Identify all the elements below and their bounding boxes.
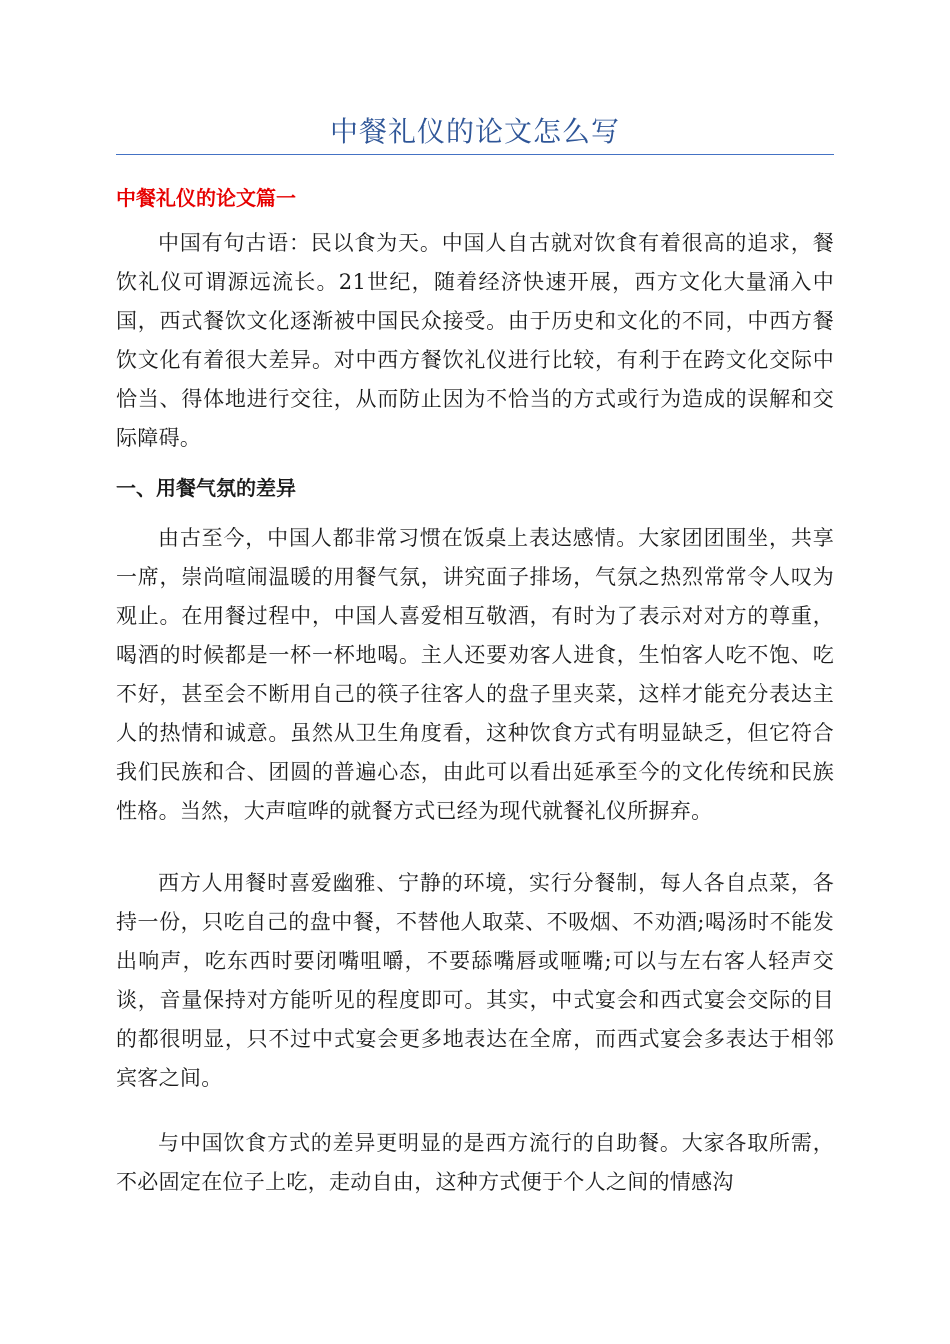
body-paragraph: 由古至今，中国人都非常习惯在饭桌上表达感情。大家团团围坐，共享一席，崇尚喧闹温暖的用餐气氛，讲究面子排场，气氛之热烈常常令人叹为观止。在用餐过程中，中国人喜爱相互敬酒，有时为了表示对对方的尊重，喝酒的时候都是一杯一杯地喝。主人还要劝客人进食，生怕客人吃不饱、吃不好，甚至会不断用自己的筷子往客人的盘子里夹菜，这样才能充分表达主人的热情和诚意。虽然从卫生角度看，这种饮食方式有明显缺乏，但它符合我们民族和合、团圆的普遍心态，由此可以看出延承至今的文化传统和民族性格。当然，大声喧哗的就餐方式已经为现代就餐礼仪所摒弃。 xyxy=(116,526,834,823)
subheading-dining-atmosphere: 一、用餐气氛的差异 xyxy=(116,476,296,500)
body-paragraph: 西方人用餐时喜爱幽雅、宁静的环境，实行分餐制，每人各自点菜，各持一份，只吃自己的盘中餐，不替他人取菜、不吸烟、不劝酒;喝汤时不能发出响声，吃东西时要闭嘴咀嚼，不要舔嘴唇或咂嘴;可以与左右客人轻声交谈，音量保持对方能听见的程度即可。其实，中式宴会和西式宴会交际的目的都很明显，只不过中式宴会更多地表达在全席，而西式宴会多表达于相邻宾客之间。 xyxy=(116,871,834,1090)
section-heading: 中餐礼仪的论文篇一 xyxy=(116,186,296,210)
body-paragraph: 与中国饮食方式的差异更明显的是西方流行的自助餐。大家各取所需，不必固定在位子上吃，走动自由，这种方式便于个人之间的情感沟 xyxy=(116,1131,834,1194)
document-title: 中餐礼仪的论文怎么写 xyxy=(329,115,620,148)
intro-paragraph: 中国有句古语：民以食为天。中国人自古就对饮食有着很高的追求，餐饮礼仪可谓源远流长。21世纪，随着经济快速开展，西方文化大量涌入中国，西式餐饮文化逐渐被中国民众接受。由于历史和文化的不同，中西方餐饮文化有着很大差异。对中西方餐饮礼仪进行比较，有利于在跨文化交际中恰当、得体地进行交往，从而防止因为不恰当的方式或行为造成的误解和交际障碍。 xyxy=(116,231,834,450)
title-underline xyxy=(116,154,834,155)
